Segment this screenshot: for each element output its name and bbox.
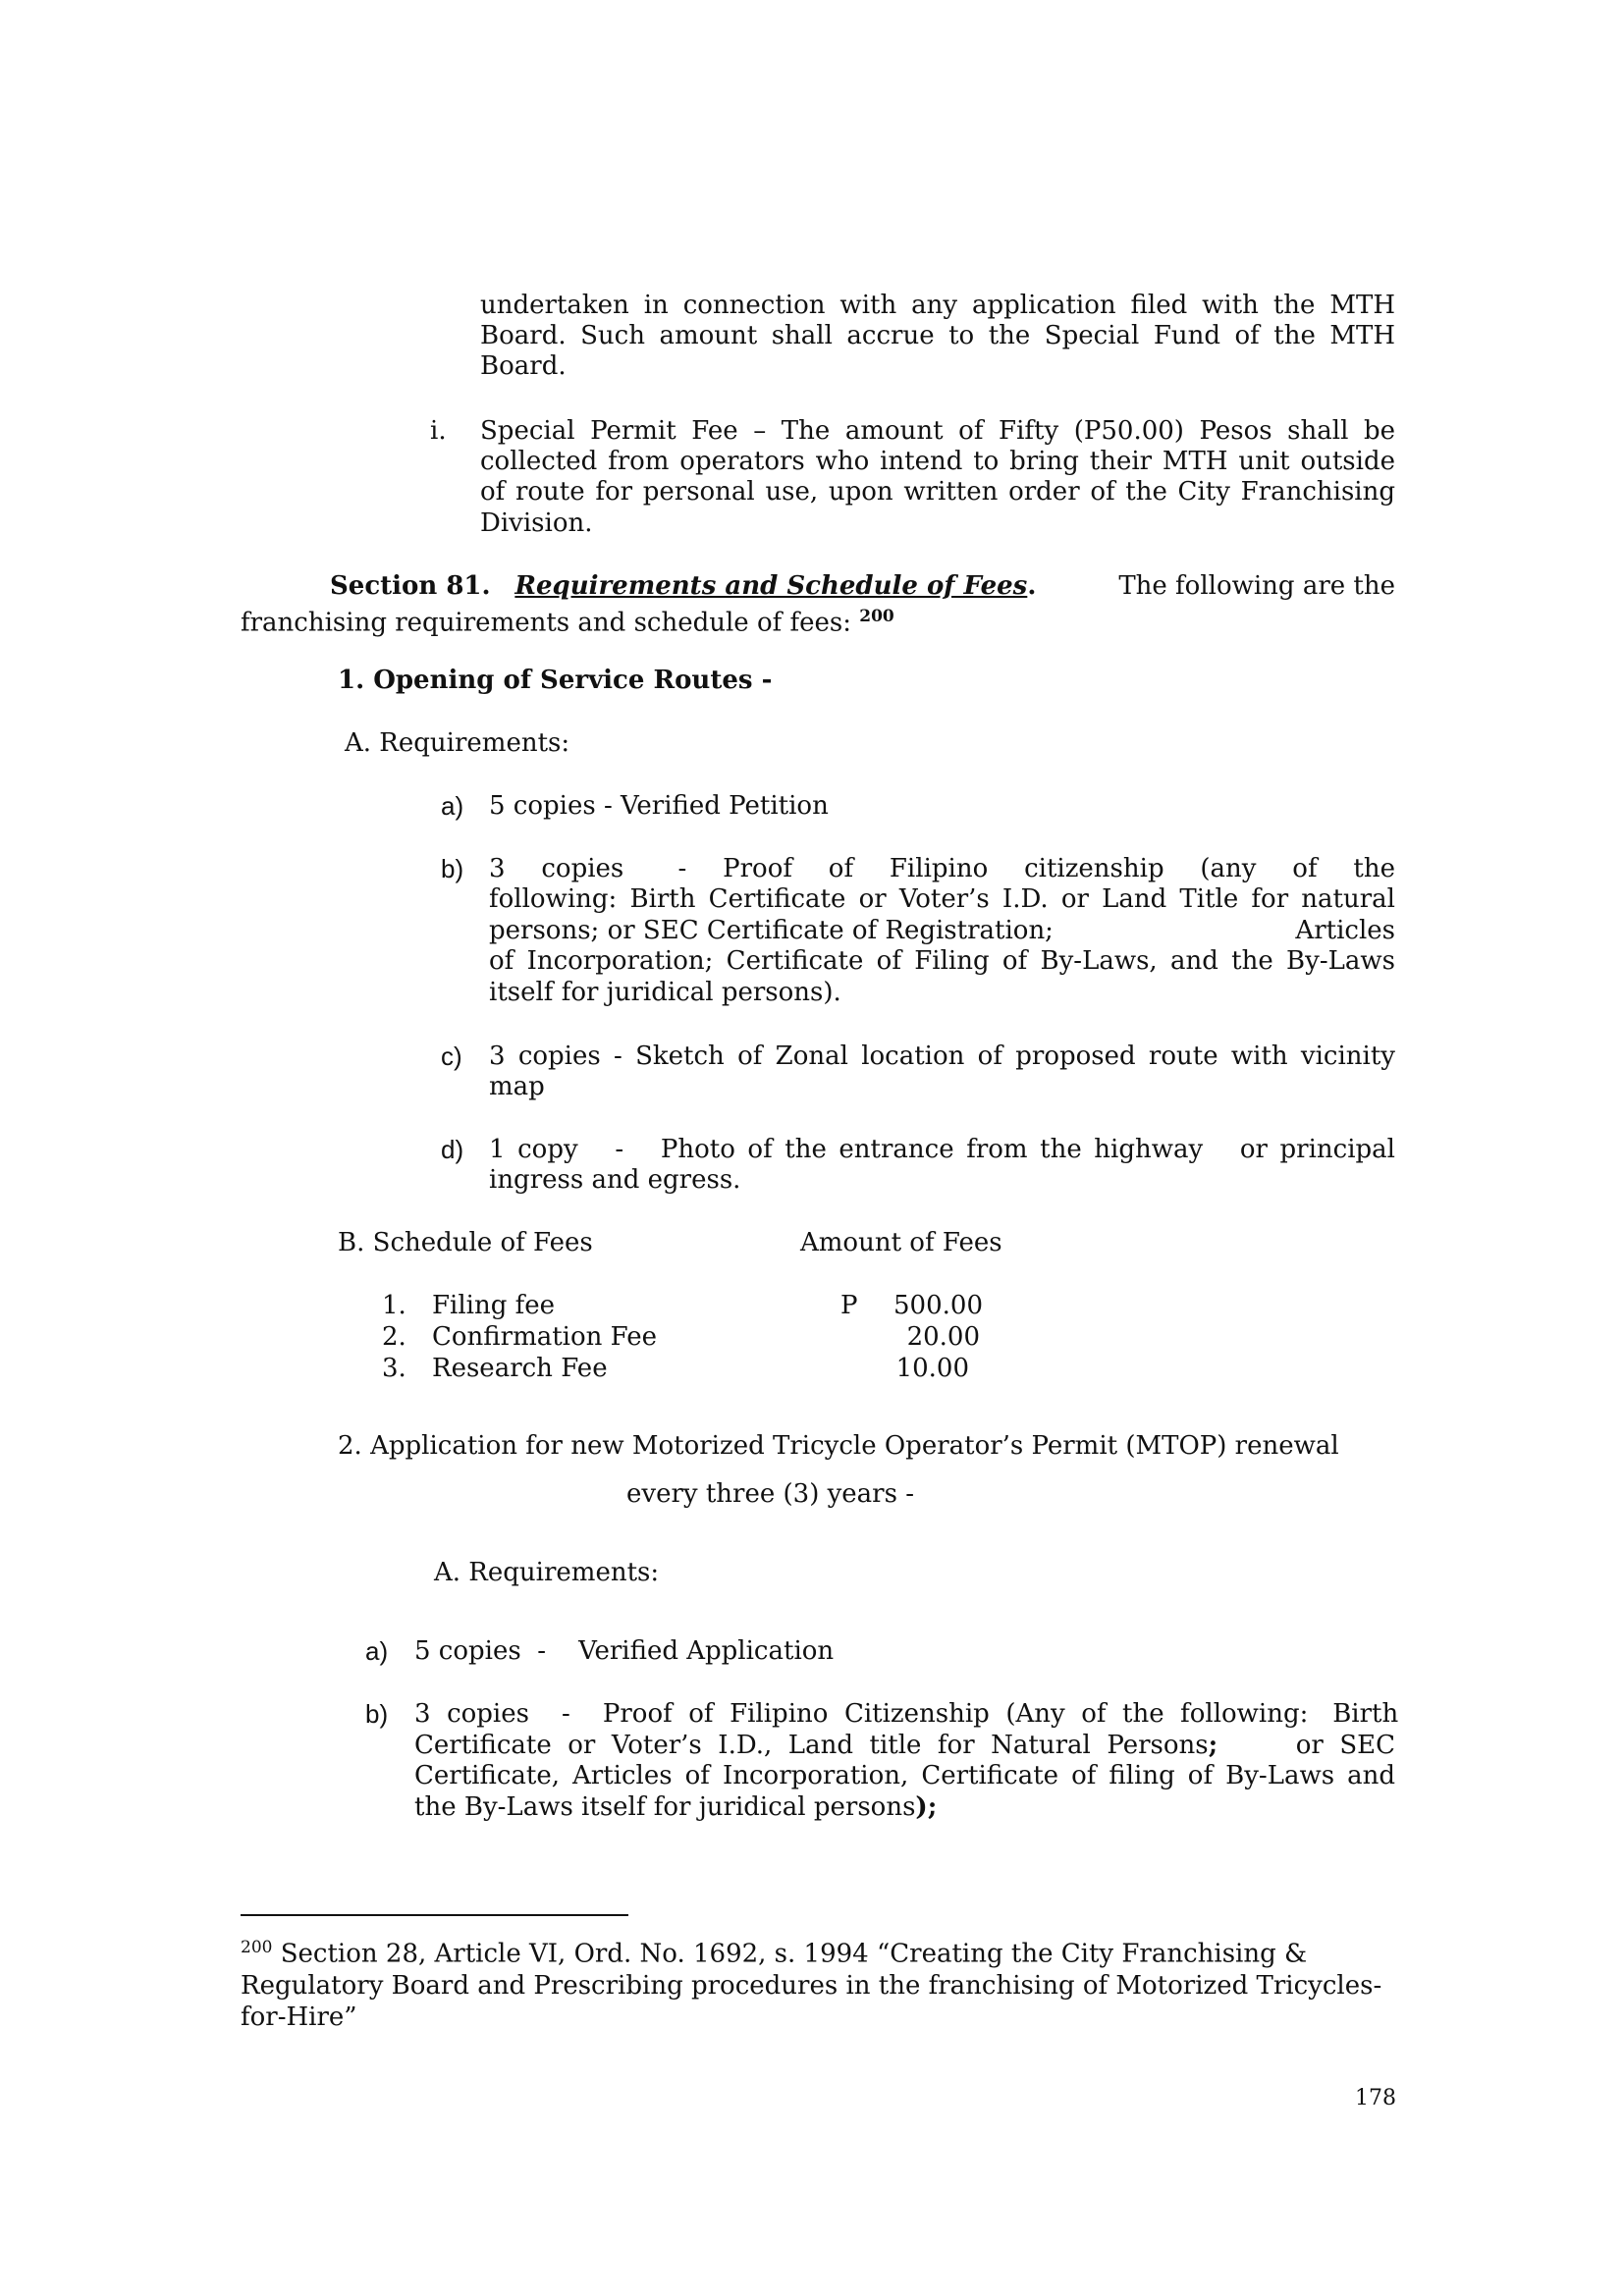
- section-title: Requirements and Schedule of Fees: [514, 571, 1028, 601]
- section-label: Section 81.: [330, 571, 491, 601]
- requirement-line: Certificate, Articles of Incorporation, Certificate of filing of By-Laws and: [414, 1761, 1395, 1790]
- section-title-period: .: [1027, 571, 1037, 601]
- requirement-line: ingress and egress.: [489, 1165, 741, 1195]
- list-marker: a): [441, 791, 464, 821]
- section-intro-line: [241, 602, 894, 639]
- footnote-ref: 200: [859, 607, 894, 626]
- paragraph-line: of route for personal use, upon written order of the City Franchising: [480, 477, 1395, 507]
- list-marker: i.: [430, 416, 447, 446]
- footnote-separator: [241, 1914, 628, 1916]
- list-marker: a): [365, 1636, 389, 1666]
- requirements-heading: A. Requirements:: [434, 1558, 660, 1587]
- fee-name: Research Fee: [432, 1354, 608, 1383]
- requirement-line: [414, 1792, 937, 1823]
- requirement-item: 5 copies - Verified Application: [414, 1636, 835, 1666]
- requirement-item: 5 copies - Verified Petition: [489, 791, 829, 821]
- footnote-text: Section 28, Article VI, Ord. No. 1692, s. 1994 “Creating the City Franchising &: [272, 1939, 1308, 1969]
- requirement-text: persons; or SEC Certificate of Registration;: [489, 916, 1054, 945]
- subsection-heading: 1. Opening of Service Routes -: [338, 666, 773, 695]
- section-intro-text: franchising requirements and schedule of fees:: [241, 608, 851, 638]
- paragraph-line: Special Permit Fee – The amount of Fifty (P50.00) Pesos shall be: [480, 416, 1395, 446]
- footnote-line: for-Hire”: [241, 2002, 357, 2032]
- schedule-heading: B. Schedule of Fees: [338, 1228, 593, 1257]
- footnote: [241, 1932, 1399, 2033]
- requirement-line: [489, 916, 1395, 946]
- fee-name: Filing fee: [432, 1291, 556, 1320]
- list-marker: b): [365, 1699, 389, 1729]
- paragraph-line: Board. Such amount shall accrue to the Special Fund of the MTH: [480, 321, 1395, 350]
- requirement-line: [414, 1731, 1395, 1761]
- fee-currency: P: [840, 1291, 858, 1320]
- requirement-line: map: [489, 1072, 545, 1101]
- requirement-line: 3 copies - Sketch of Zonal location of proposed route with vicinity: [489, 1041, 1395, 1071]
- requirement-line: itself for juridical persons).: [489, 978, 841, 1007]
- fee-number: 3.: [382, 1354, 406, 1383]
- paragraph-line: collected from operators who intend to bring their MTH unit outside: [480, 447, 1395, 476]
- fee-amount: 500.00: [893, 1291, 983, 1320]
- requirement-line: 3 copies - Proof of Filipino Citizenship (Any of the following: Birth: [414, 1699, 1399, 1729]
- list-marker: d): [441, 1135, 464, 1164]
- amount-header: Amount of Fees: [800, 1228, 1002, 1257]
- list-marker: b): [441, 854, 464, 883]
- requirement-text: or SEC: [1279, 1731, 1395, 1760]
- requirement-line: following: Birth Certificate or Voter’s I.D. or Land Title for natural: [489, 884, 1395, 914]
- subsection-heading-cont: every three (3) years -: [626, 1479, 914, 1509]
- requirement-line: 3 copies - Proof of Filipino citizenship (any of the: [489, 854, 1395, 883]
- fee-amount: 10.00: [895, 1354, 969, 1383]
- requirement-text: ;: [1208, 1731, 1218, 1760]
- section-intro-tail: The following are the: [1118, 571, 1395, 601]
- fee-name: Confirmation Fee: [432, 1322, 658, 1352]
- list-marker: c): [441, 1041, 462, 1071]
- fee-number: 1.: [382, 1291, 406, 1320]
- requirements-heading: A. Requirements:: [345, 728, 570, 758]
- requirement-text: );: [915, 1792, 938, 1822]
- requirement-line: of Incorporation; Certificate of Filing of By-Laws, and the By-Laws: [489, 946, 1395, 976]
- requirement-text: the By-Laws itself for juridical persons: [414, 1792, 916, 1822]
- requirement-text: Articles: [1295, 916, 1395, 945]
- requirement-line: 1 copy - Photo of the entrance from the highway or principal: [489, 1135, 1395, 1164]
- paragraph-line: Board.: [480, 351, 567, 381]
- footnote-line: [241, 1932, 1399, 1970]
- footnote-number: 200: [241, 1938, 273, 1957]
- page-number: 178: [1355, 2086, 1396, 2110]
- paragraph-line: Division.: [480, 508, 593, 538]
- footnote-line: Regulatory Board and Prescribing procedures in the franchising of Motorized Tricycles-: [241, 1970, 1382, 2001]
- fee-number: 2.: [382, 1322, 406, 1352]
- section-heading-line: [330, 571, 1395, 602]
- requirement-text: Certificate or Voter’s I.D., Land title for Natural Persons: [414, 1731, 1209, 1760]
- fee-amount: 20.00: [906, 1322, 980, 1352]
- subsection-heading: 2. Application for new Motorized Tricycle Operator’s Permit (MTOP) renewal: [338, 1431, 1339, 1461]
- paragraph-line: undertaken in connection with any application filed with the MTH: [480, 291, 1395, 320]
